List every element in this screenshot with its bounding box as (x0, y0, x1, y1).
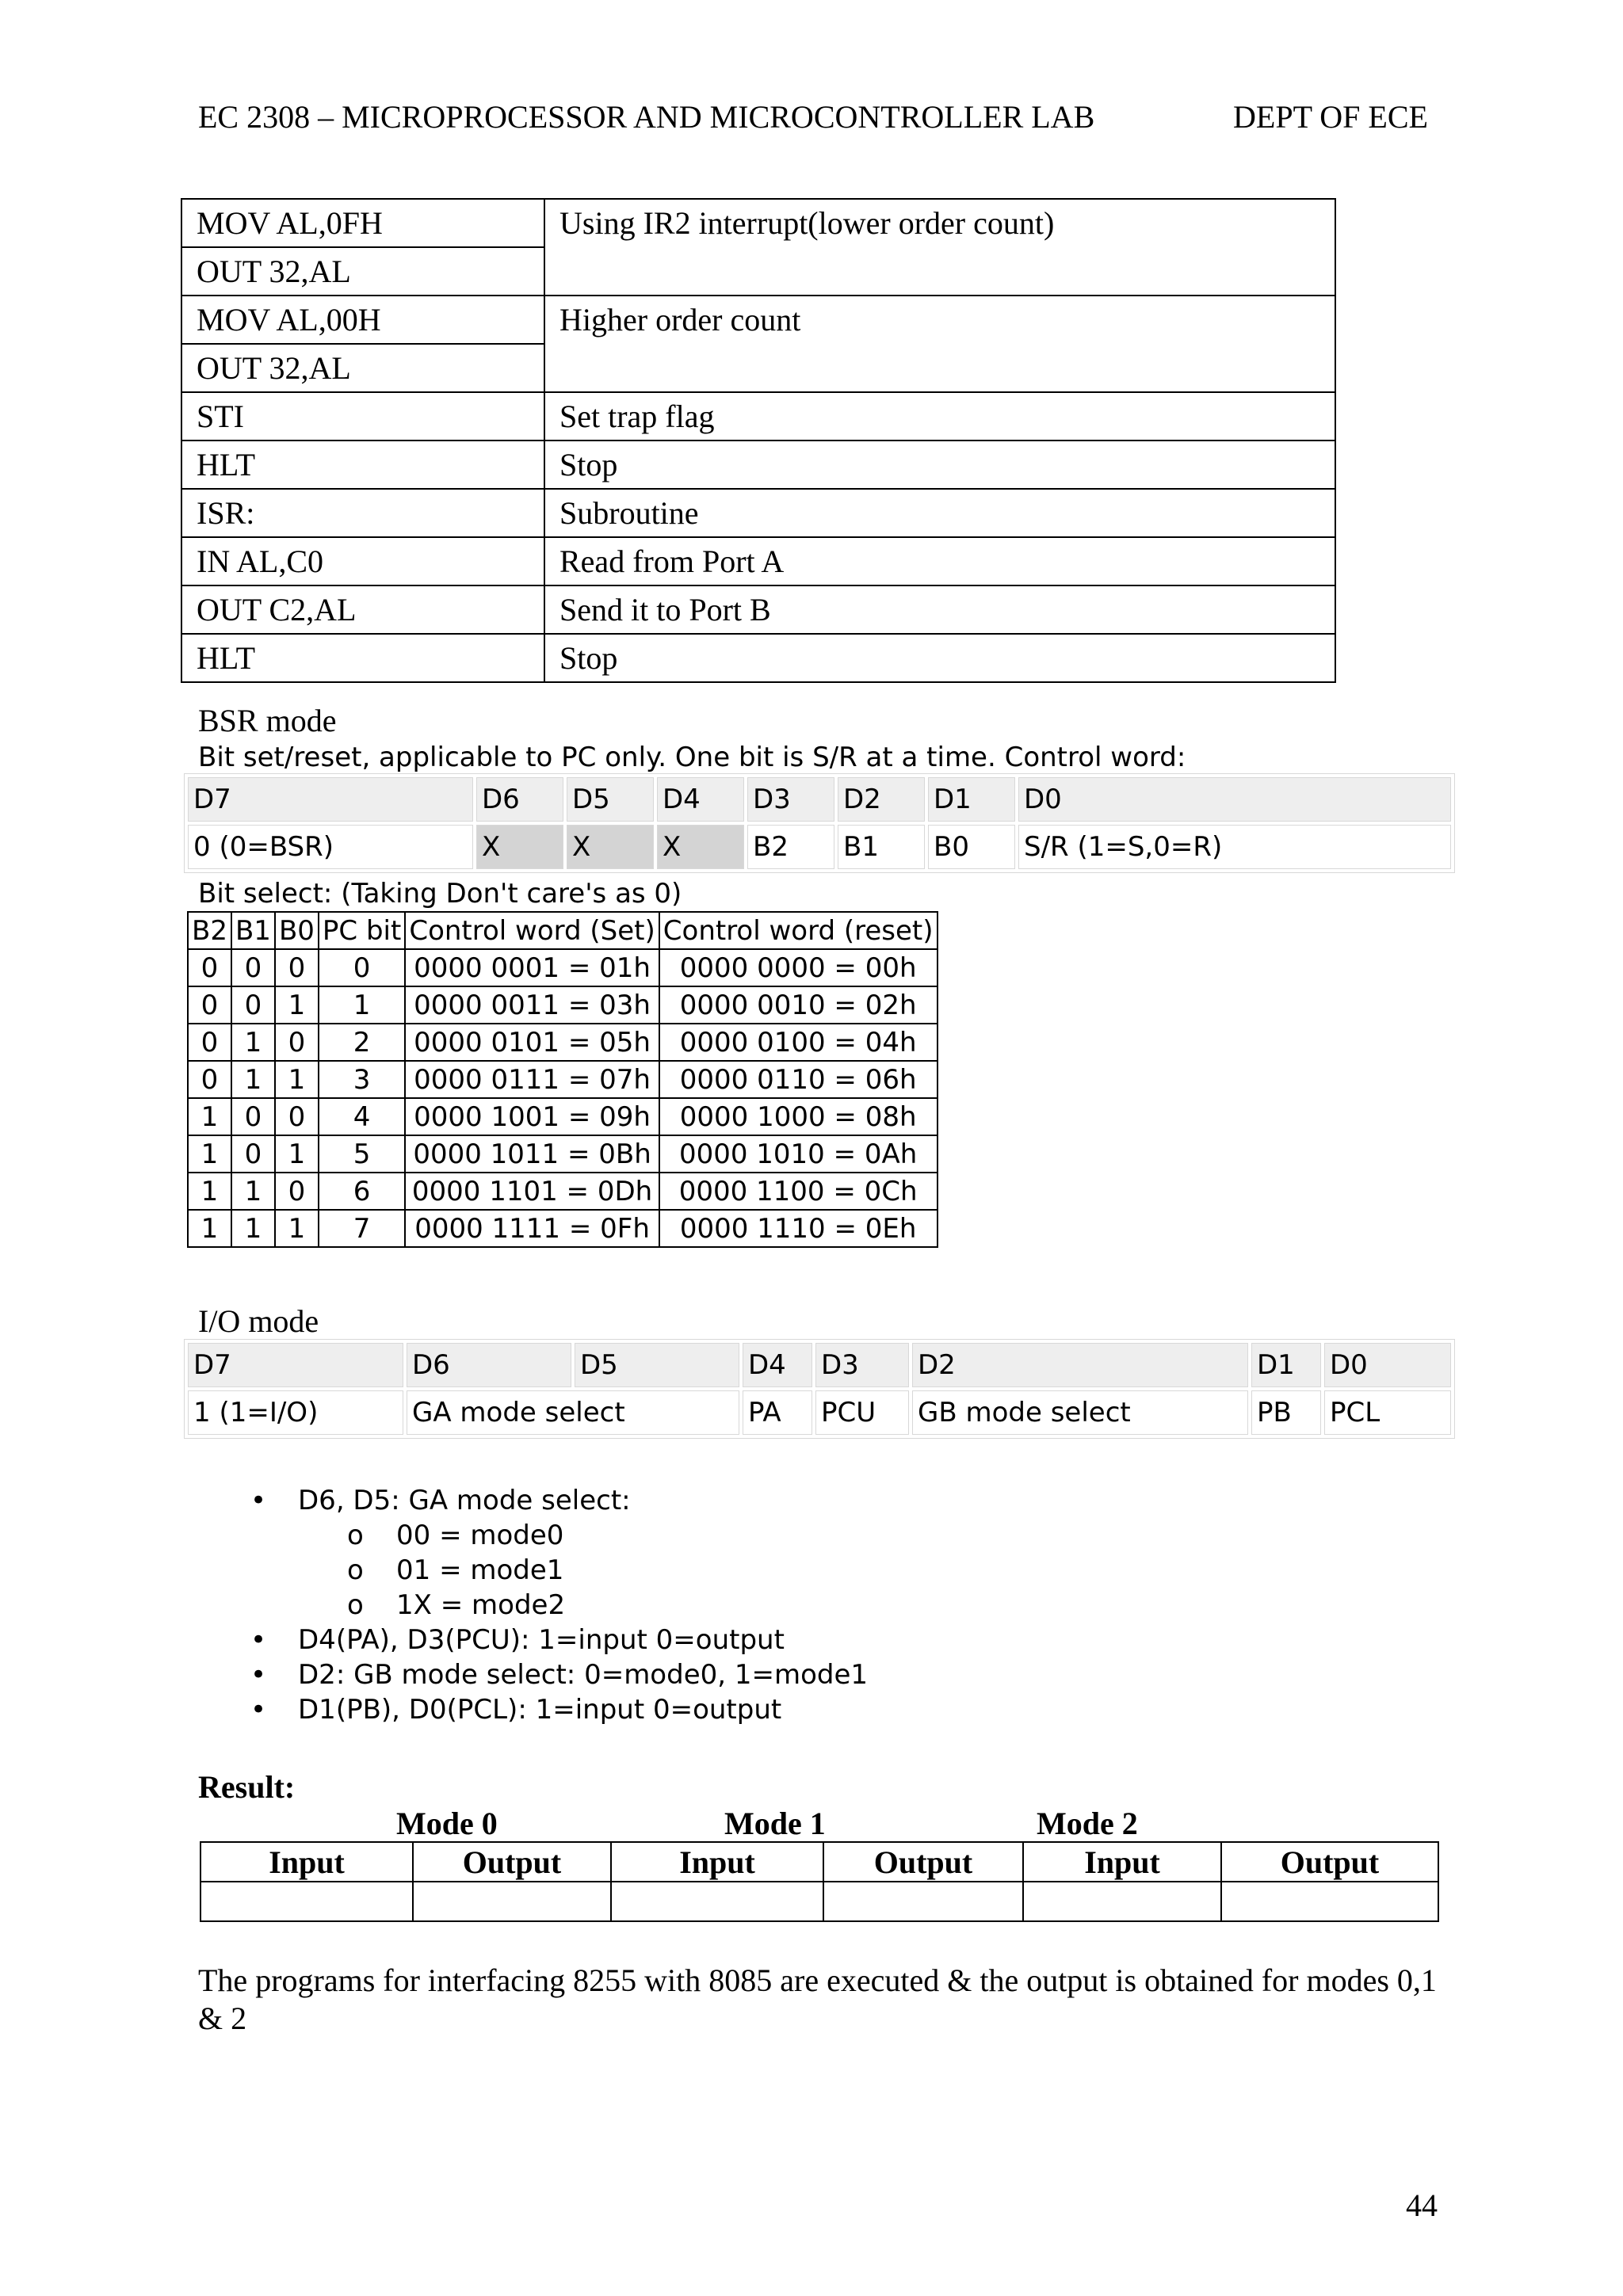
table-cell: 1 (231, 1210, 275, 1247)
table-row (181, 634, 1335, 682)
list-item-text: D1(PB), D0(PCL): 1=input 0=output (298, 1694, 782, 1726)
io-mode-heading: I/O mode (198, 1303, 319, 1339)
table-cell: 7 (319, 1210, 405, 1247)
conclusion-text: The programs for interfacing 8255 with 8085 are executed & the output is obtained for modes 0,1 & 2 (198, 1962, 1437, 2036)
result-heading: Result: (198, 1769, 296, 1805)
value-cell: PCU (815, 1390, 909, 1435)
header-cell: D6 (407, 1343, 571, 1387)
code-cell: ISR: (181, 489, 544, 537)
header-cell: D1 (1251, 1343, 1321, 1387)
code-cell: MOV AL,0FH (181, 199, 544, 247)
table-cell: 1 (275, 1210, 319, 1247)
table-cell: 6 (319, 1173, 405, 1210)
header-cell: Input (200, 1842, 413, 1882)
header-cell: Output (1221, 1842, 1438, 1882)
table-cell: 0 (275, 1098, 319, 1135)
table-cell: 1 (275, 1061, 319, 1098)
value-cell: GA mode select (407, 1390, 739, 1435)
mode-0-label: Mode 0 (396, 1806, 498, 1841)
empty-cell (200, 1882, 413, 1921)
value-cell: GB mode select (912, 1390, 1248, 1435)
table-cell: 1 (231, 1173, 275, 1210)
table-cell: 0000 1011 = 0Bh (405, 1135, 659, 1173)
list-item-text: D4(PA), D3(PCU): 1=input 0=output (298, 1624, 785, 1656)
code-cell: HLT (181, 441, 544, 489)
code-cell: IN AL,C0 (181, 537, 544, 585)
code-cell: HLT (181, 634, 544, 682)
table-row (188, 1061, 938, 1098)
table-cell: 0000 0101 = 05h (405, 1024, 659, 1061)
table-cell: 0000 0100 = 04h (659, 1024, 938, 1061)
header-cell: Output (413, 1842, 611, 1882)
bsr-control-word-table (184, 773, 1455, 873)
value-cell: X (567, 825, 654, 869)
table-cell: 0000 0000 = 00h (659, 949, 938, 986)
table-row (188, 1390, 1451, 1435)
table-cell: 1 (319, 986, 405, 1024)
header-cell: D7 (188, 1343, 403, 1387)
header-cell: D4 (743, 1343, 812, 1387)
io-control-word-table (184, 1339, 1455, 1439)
header-cell: D4 (657, 777, 744, 822)
comment-cell: Set trap flag (544, 392, 1335, 441)
list-item-text: 00 = mode0 (396, 1520, 564, 1551)
table-cell: 0 (188, 986, 231, 1024)
header-cell: D7 (188, 777, 473, 822)
value-cell: B1 (838, 825, 925, 869)
table-row (181, 296, 1335, 344)
table-cell: 0000 1110 = 0Eh (659, 1210, 938, 1247)
mode-1-label: Mode 1 (724, 1806, 826, 1841)
table-cell: 0000 1111 = 0Fh (405, 1210, 659, 1247)
circle-bullet-icon: o (347, 1589, 364, 1621)
table-cell: 0000 0110 = 06h (659, 1061, 938, 1098)
table-cell: 1 (188, 1173, 231, 1210)
table-cell: 1 (275, 1135, 319, 1173)
program-table (181, 198, 1336, 683)
table-row (188, 1173, 938, 1210)
table-cell: 1 (231, 1061, 275, 1098)
result-table (200, 1841, 1439, 1922)
table-cell: 0 (188, 1061, 231, 1098)
value-cell: B0 (928, 825, 1015, 869)
table-cell: 3 (319, 1061, 405, 1098)
table-cell: 1 (275, 986, 319, 1024)
table-cell: 0000 0011 = 03h (405, 986, 659, 1024)
table-cell: 0000 0010 = 02h (659, 986, 938, 1024)
mode-2-label: Mode 2 (1037, 1806, 1138, 1841)
table-cell: 1 (188, 1210, 231, 1247)
header-cell: D0 (1018, 777, 1451, 822)
table-cell: 2 (319, 1024, 405, 1061)
value-cell: 1 (1=I/O) (188, 1390, 403, 1435)
table-cell: 1 (188, 1135, 231, 1173)
table-row (181, 489, 1335, 537)
table-row (181, 537, 1335, 585)
value-cell: X (657, 825, 744, 869)
list-item-text: D6, D5: GA mode select: (298, 1485, 631, 1516)
value-cell: PB (1251, 1390, 1321, 1435)
comment-cell: Send it to Port B (544, 585, 1335, 634)
table-cell: 4 (319, 1098, 405, 1135)
empty-cell (413, 1882, 611, 1921)
header-cell: D5 (567, 777, 654, 822)
table-cell: 0 (231, 1135, 275, 1173)
value-cell: 0 (0=BSR) (188, 825, 473, 869)
table-cell: 0 (188, 949, 231, 986)
code-cell: OUT 32,AL (181, 247, 544, 296)
table-cell: 0 (188, 1024, 231, 1061)
table-cell: 1 (188, 1098, 231, 1135)
code-cell: OUT C2,AL (181, 585, 544, 634)
table-cell: 0000 1001 = 09h (405, 1098, 659, 1135)
header-cell: D5 (575, 1343, 739, 1387)
table-cell: 0 (275, 1024, 319, 1061)
table-row (188, 986, 938, 1024)
header-cell: D2 (838, 777, 925, 822)
value-cell: S/R (1=S,0=R) (1018, 825, 1451, 869)
header-cell: D1 (928, 777, 1015, 822)
table-header-row (188, 912, 938, 949)
header-cell: Control word (Set) (405, 912, 659, 949)
header-cell: D3 (815, 1343, 909, 1387)
header-cell: D0 (1324, 1343, 1451, 1387)
header-cell: D6 (476, 777, 563, 822)
value-cell: PCL (1324, 1390, 1451, 1435)
header-cell: PC bit (319, 912, 405, 949)
empty-cell (823, 1882, 1023, 1921)
circle-bullet-icon: o (347, 1554, 364, 1586)
table-row (188, 1024, 938, 1061)
comment-cell: Stop (544, 634, 1335, 682)
bullet-icon: • (250, 1485, 267, 1516)
bsr-mode-heading: BSR mode (198, 703, 337, 738)
comment-cell: Stop (544, 441, 1335, 489)
table-row (181, 585, 1335, 634)
header-cell: B2 (188, 912, 231, 949)
table-cell: 0000 1101 = 0Dh (405, 1173, 659, 1210)
page-number: 44 (1406, 2187, 1438, 2223)
value-cell: PA (743, 1390, 812, 1435)
header-cell: D3 (747, 777, 834, 822)
empty-cell (1023, 1882, 1221, 1921)
table-row (181, 199, 1335, 247)
table-cell: 0 (231, 949, 275, 986)
header-cell: B0 (275, 912, 319, 949)
empty-cell (611, 1882, 823, 1921)
page-header-dept: DEPT OF ECE (1233, 99, 1428, 135)
header-cell: D2 (912, 1343, 1248, 1387)
code-cell: OUT 32,AL (181, 344, 544, 392)
table-cell: 1 (231, 1024, 275, 1061)
table-cell: 0000 1100 = 0Ch (659, 1173, 938, 1210)
table-cell: 0 (275, 1173, 319, 1210)
table-cell: 0000 0001 = 01h (405, 949, 659, 986)
header-cell: Output (823, 1842, 1023, 1882)
table-header-row (200, 1842, 1438, 1882)
bullet-icon: • (250, 1694, 267, 1726)
table-row (200, 1882, 1438, 1921)
header-cell: B1 (231, 912, 275, 949)
table-row (188, 949, 938, 986)
code-cell: STI (181, 392, 544, 441)
table-cell: 0 (231, 1098, 275, 1135)
code-cell: MOV AL,00H (181, 296, 544, 344)
list-item-text: 1X = mode2 (396, 1589, 566, 1621)
list-item-text: D2: GB mode select: 0=mode0, 1=mode1 (298, 1659, 869, 1691)
header-cell: Input (611, 1842, 823, 1882)
table-row (188, 825, 1451, 869)
table-row (188, 1098, 938, 1135)
table-cell: 5 (319, 1135, 405, 1173)
table-cell: 0 (319, 949, 405, 986)
table-header-row (188, 1343, 1451, 1387)
header-cell: Control word (reset) (659, 912, 938, 949)
empty-cell (1221, 1882, 1438, 1921)
bullet-icon: • (250, 1624, 267, 1656)
table-header-row (188, 777, 1451, 822)
comment-cell: Higher order count (544, 296, 1335, 392)
value-cell: B2 (747, 825, 834, 869)
circle-bullet-icon: o (347, 1520, 364, 1551)
table-row (181, 441, 1335, 489)
bullet-icon: • (250, 1659, 267, 1691)
table-cell: 0000 0111 = 07h (405, 1061, 659, 1098)
comment-cell: Read from Port A (544, 537, 1335, 585)
table-row (181, 392, 1335, 441)
table-cell: 0 (275, 949, 319, 986)
value-cell: X (476, 825, 563, 869)
list-item-text: 01 = mode1 (396, 1554, 564, 1586)
bsr-description: Bit set/reset, applicable to PC only. One bit is S/R at a time. Control word: (198, 742, 1186, 773)
page-header-title: EC 2308 – MICROPROCESSOR AND MICROCONTROLLER LAB (198, 99, 1095, 135)
table-cell: 0000 1010 = 0Ah (659, 1135, 938, 1173)
header-cell: Input (1023, 1842, 1221, 1882)
table-cell: 0000 1000 = 08h (659, 1098, 938, 1135)
bit-select-table (187, 911, 938, 1248)
comment-cell: Subroutine (544, 489, 1335, 537)
bit-select-heading: Bit select: (Taking Don't care's as 0) (198, 878, 682, 910)
table-cell: 0 (231, 986, 275, 1024)
table-row (188, 1135, 938, 1173)
comment-cell: Using IR2 interrupt(lower order count) (544, 199, 1335, 296)
table-row (188, 1210, 938, 1247)
